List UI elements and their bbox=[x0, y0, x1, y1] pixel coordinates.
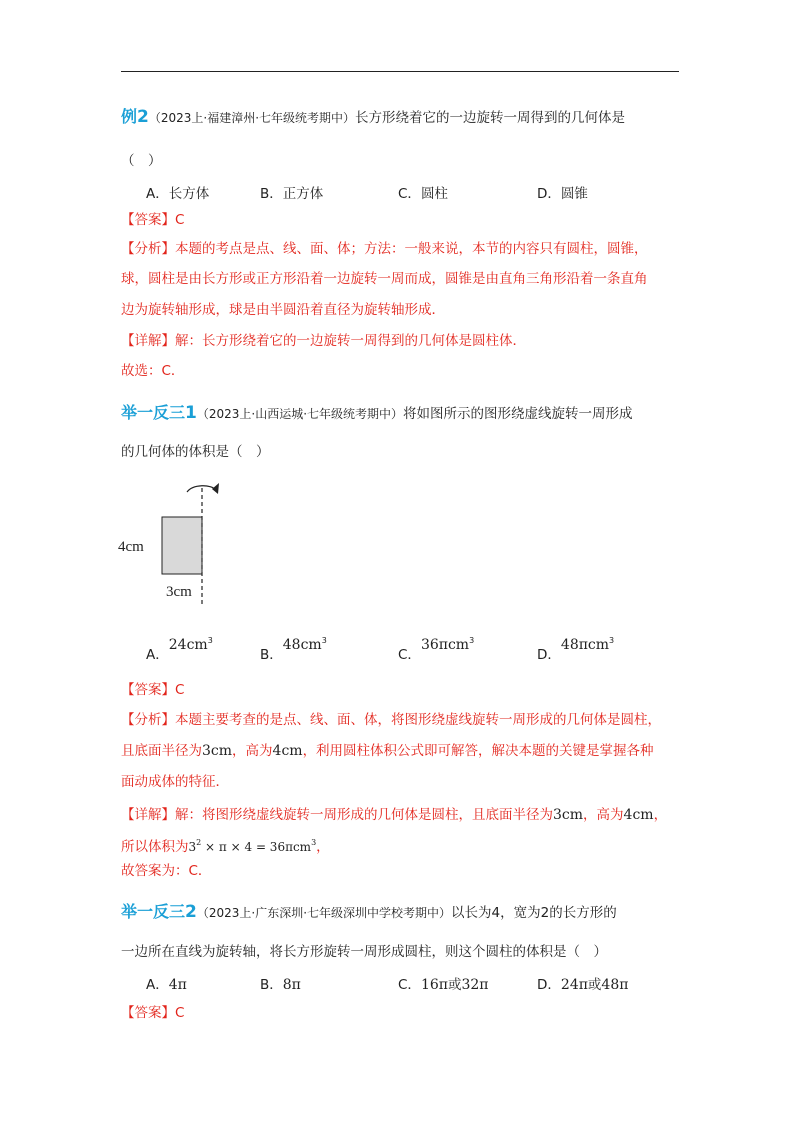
header-rule bbox=[121, 71, 679, 72]
question-text: 长方形绕着它的一边旋转一周得到的几何体是 bbox=[355, 110, 626, 126]
question-text: 将如图所示的图形绕虚线旋转一周形成 bbox=[403, 406, 633, 422]
answer-bracket: （ ） bbox=[121, 153, 162, 169]
example-number: 2 bbox=[137, 107, 149, 127]
conclusion-line: 故选：C． bbox=[121, 363, 185, 379]
question-source: （2023上·广东深圳·七年级深圳中学校考期中） bbox=[196, 906, 452, 920]
rotation-figure bbox=[115, 470, 235, 610]
variation-2-stem bbox=[121, 903, 617, 922]
analysis-line-3: 边为旋转轴形成，球是由半圆沿着直径为旋转轴形成． bbox=[121, 302, 445, 318]
analysis-line-3: 面动成体的特征． bbox=[121, 774, 229, 790]
option-c: C．36πcm$^3$ bbox=[398, 636, 475, 663]
detail-line-2: 所以体积为$3^2 \times \pi \times 4 = 36\pi cm^3$， bbox=[121, 838, 330, 855]
option-d: D．圆锥 bbox=[537, 186, 588, 202]
option-a: A．长方体 bbox=[146, 186, 210, 202]
question-text: 以长为4，宽为2的长方形的 bbox=[451, 905, 617, 921]
answer-line: 【答案】C bbox=[121, 1005, 185, 1021]
answer-line: 【答案】C bbox=[121, 682, 185, 698]
variation-1-stem bbox=[121, 404, 633, 423]
variation-number: 2 bbox=[185, 902, 197, 922]
example-2-stem bbox=[121, 108, 625, 127]
option-c: C．16π或32π bbox=[398, 977, 489, 993]
option-b: B．$48cm^3$ bbox=[260, 636, 327, 663]
variation-tag: 举一反三 bbox=[121, 403, 186, 422]
question-source: （2023上·福建漳州·七年级统考期中） bbox=[148, 111, 356, 125]
option-c: C．圆柱 bbox=[398, 186, 448, 202]
option-b: B．正方体 bbox=[260, 186, 324, 202]
detail-line: 【详解】解：长方形绕着它的一边旋转一周得到的几何体是圆柱体． bbox=[121, 333, 526, 349]
option-b: B．8π bbox=[260, 977, 301, 993]
option-a: A．4π bbox=[146, 977, 187, 993]
analysis-line-1: 【分析】本题主要考查的是点、线、面、体，将图形绕虚线旋转一周形成的几何体是圆柱， bbox=[121, 712, 661, 728]
detail-line-1: 【详解】解：将图形绕虚线旋转一周形成的几何体是圆柱，且底面半径为3cm，高为4cm， bbox=[121, 807, 668, 823]
question-text-cont: 一边所在直线为旋转轴，将长方形旋转一周形成圆柱，则这个圆柱的体积是（ ） bbox=[121, 944, 607, 960]
answer-line: 【答案】C bbox=[121, 212, 185, 228]
option-d: D．48πcm$^3$ bbox=[537, 636, 615, 663]
analysis-line-1: 【分析】本题的考点是点、线、面、体；方法：一般来说，本节的内容只有圆柱，圆锥， bbox=[121, 241, 648, 257]
question-source: （2023上·山西运城·七年级统考期中） bbox=[196, 407, 404, 421]
variation-number: 1 bbox=[185, 403, 197, 423]
width-label: 3cm bbox=[166, 584, 192, 600]
height-label: 4cm bbox=[118, 539, 144, 555]
rectangle-shape bbox=[162, 517, 202, 574]
conclusion-line: 故答案为：C． bbox=[121, 863, 212, 879]
question-text-cont: 的几何体的体积是（ ） bbox=[121, 444, 270, 460]
arrow-head-icon bbox=[212, 483, 219, 494]
analysis-line-2: 球，圆柱是由长方形或正方形沿着一边旋转一周而成，圆锥是由直角三角形沿着一条直角 bbox=[121, 271, 648, 287]
example-tag: 例 bbox=[121, 107, 138, 126]
option-d: D．24π或48π bbox=[537, 977, 629, 993]
option-a: A．$24cm^3$ bbox=[146, 636, 213, 663]
variation-tag: 举一反三 bbox=[121, 902, 186, 921]
analysis-line-2: 且底面半径为3cm，高为4cm，利用圆柱体积公式即可解答，解决本题的关键是掌握各种 bbox=[121, 743, 654, 759]
